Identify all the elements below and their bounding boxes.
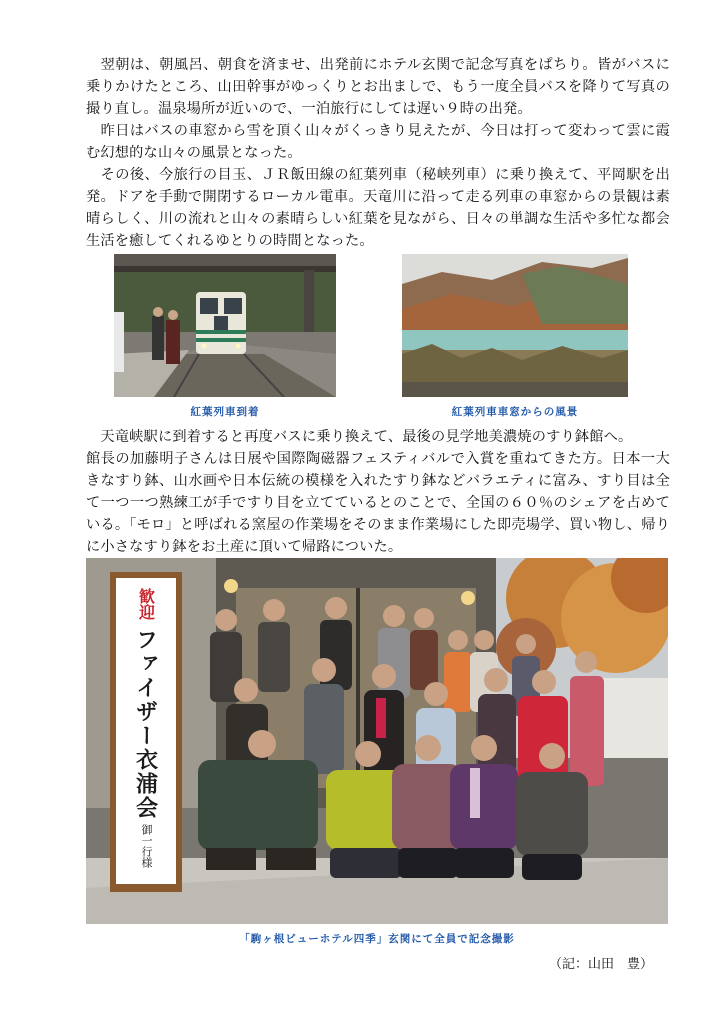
train-arrival-photo — [114, 254, 336, 397]
author-credit: （記：山田 豊） — [548, 957, 653, 972]
autumn-window-view-photo — [402, 254, 628, 397]
paragraph-suribachi: 館長の加藤明子さんは日展や国際陶磁器フェスティバルで入賞を重ねてきた方。日本一大きなすり鉢、山水画や日本伝統の模様を入れたすり鉢などバラエティに富み、すり目は全て一つ一つ熟練工が手ですり目を立てているとのことで、全国の６０％のシェアを占めている。「モロ」と呼ばれる窯屋の作業場をそのまま作業場にした即売場学、買い物し、帰りに小さなすり鉢をお土産に頂いて帰路についた。 — [86, 451, 670, 555]
paragraph-arrival: 天竜峡駅に到着すると再度バスに乗り換えて、最後の見学地美濃焼のすり鉢館へ。 — [86, 429, 633, 445]
sign-welcome-text: 歓迎 — [136, 588, 156, 620]
autumn-photo-caption: 紅葉列車車窓からの風景 — [451, 406, 579, 418]
train-photo-caption: 紅葉列車到着 — [190, 406, 260, 418]
paragraph-train: その後、今旅行の目玉、ＪＲ飯田線の紅葉列車（秘峡列車）に乗り換えて、平岡駅を出発。ドアを手動で開閉するローカル電車。天竜川に沿って走る列車の車窓からの景観は素晴らしく、川の流れと山々の素晴らしい紅葉を見ながら、日々の単調な生活や多忙な都会生活を癒してくれるゆとりの時間となった。 — [86, 167, 670, 249]
group-photo-caption: 「駒ヶ根ビューホテル四季」玄関にて全員で記念撮影 — [239, 933, 515, 945]
paragraph-morning: 翌朝は、朝風呂、朝食を済ませ、出発前にホテル玄関で記念写真をぱちり。皆がバスに乗りかけたところ、山田幹事がゆっくりとお出ましで、もう一度全員バスを降りて写真の撮り直し。温泉場所が近いので、一泊旅行にしては遅い９時の出発。 — [86, 57, 670, 117]
paragraph-scenery: 昨日はバスの車窓から雪を頂く山々がくっきり見えたが、今日は打って変わって雲に霞む幻想的な山々の風景となった。 — [86, 123, 670, 161]
group-photo — [86, 558, 668, 924]
sign-group-name: ファイザー衣浦会 — [132, 628, 159, 820]
welcome-sign — [116, 580, 176, 880]
sign-suffix: 御一行様 — [140, 824, 153, 868]
